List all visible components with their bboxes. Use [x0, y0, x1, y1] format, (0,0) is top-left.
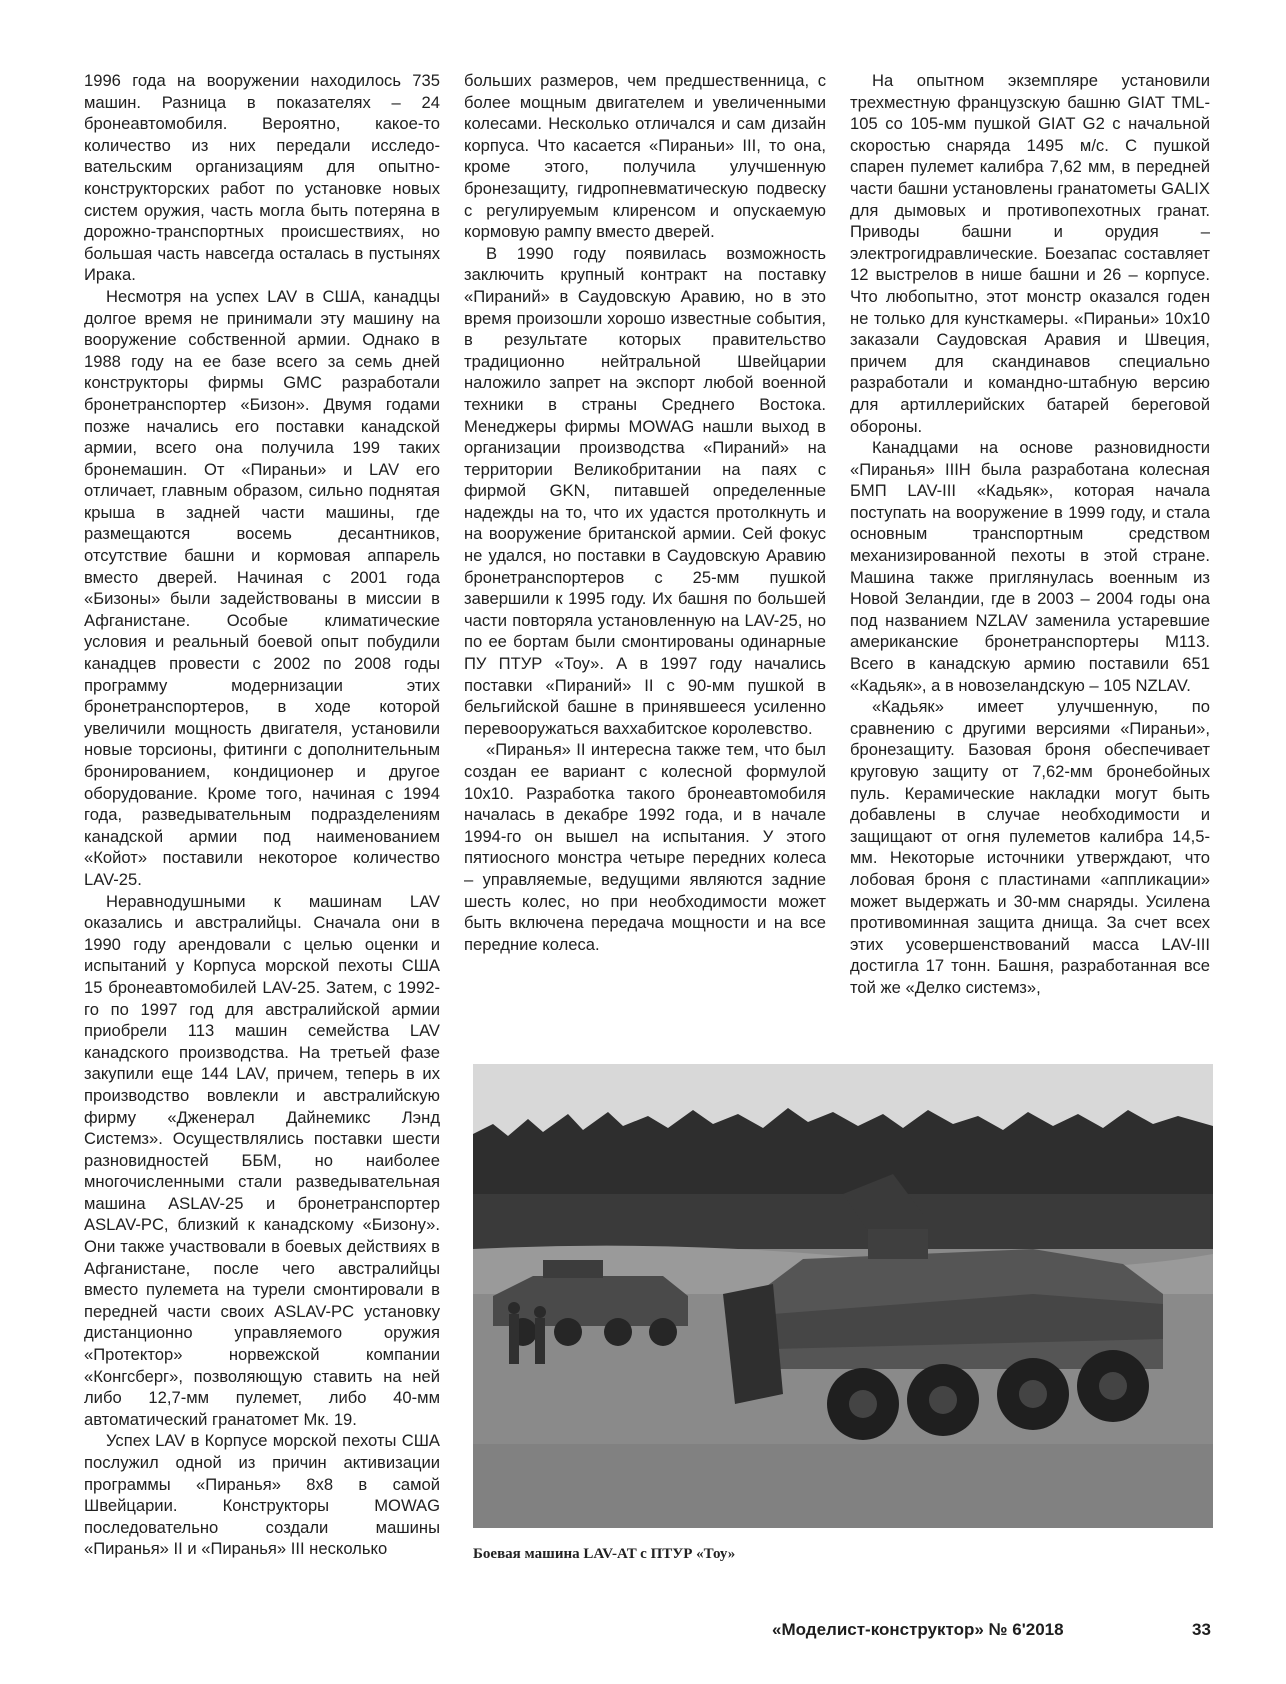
- paragraph: Канадцами на основе разновидности «Пиранья» IIIН была разработана колесная БМП LAV-III «Кадьяк», которая начала поступать на вооружение в 1999 году, и стала основным транспортным средством механизированной пехоты в этой стране. Машина также приглянулась военным из Новой Зеландии, где в 2003 – 2004 годы она под названием NZLAV заменила устаревшие американские бронетранспортеры М113. Всего в канадскую армию поставили 651 «Кадьяк», а в новозеландскую – 105 NZLAV.: [850, 438, 1210, 695]
- text-column-3: [850, 70, 1210, 999]
- figure-caption: Боевая машина LAV-AT с ПТУР «Тоу»: [473, 1546, 736, 1562]
- paragraph: «Кадьяк» имеет улучшенную, по сравнению с другими версиями «Пираньи», бронезащиту. Базовая броня обеспечивает круговую защиту от 7,62-мм бронебойных пуль. Керамические накладки могут быть добавлены в случае необходимости и защищают от огня пулеметов калибра 14,5-мм. Некоторые источники утверждают, что лобовая броня с пластинами «аппликации» может выдержать и 30-мм снаряды. Усилена противоминная защита днища. За счет всех этих усовершенствований масса LAV-III достигла 17 тонн. Башня, разработанная все той же «Делко системз»,: [850, 697, 1210, 997]
- text-column-1: [84, 70, 440, 1560]
- paragraph: Неравнодушными к машинам LAV оказались и австралийцы. Сначала они в 1990 году арендовали с целью оценки и испытаний у Корпуса морской пехоты США 15 бронеавтомобилей LAV-25. Затем, с 1992-го по 1997 год для австралийской армии приобрели 113 машин семейства LAV канадского производства. На третьей фазе закупили еще 144 LAV, причем, теперь в их производство вовлекли и австралийскую фирму «Дженерал Дайнемикс Лэнд Системз». Осуществлялись поставки шести разновидностей ББМ, но наиболее многочисленными стали разведывательная машина ASLAV-25 и бронетранспортер ASLAV-PC, близкий к канадскому «Бизону». Они также участвовали в боевых действиях в Афганистане, после чего австралийцы вместо пулемета на турели смонтировали в передней части своих ASLAV-PC установку дистанционно управляемого оружия «Протектор» норвежской компании «Конгсберг», позволяющую ставить на ней либо 12,7-мм пулемет, либо 40-мм автоматический гранатомет Мк. 19.: [84, 891, 440, 1429]
- paragraph: На опытном экземпляре установили трехместную французскую башню GIAT TML-105 со 105-мм пушкой GIAT G2 с начальной скоростью снаряда 1495 м/с. С пушкой спарен пулемет калибра 7,62 мм, в передней части башни установлены гранатометы GALIX для дымовых и противопехотных гранат. Приводы башни и орудия – электрогидравлические. Боезапас составляет 12 выстрелов в нише башни и 26 – корпусе. Что любопытно, этот монстр оказался годен не только для кунсткамеры. «Пираньи» 10х10 заказали Саудовская Аравия и Швеция, причем для скандинавов специально разработали и командно-штабную версию для артиллерийских батарей береговой обороны.: [850, 71, 1210, 436]
- photo-illustration: [473, 1064, 1213, 1528]
- page-number: 33: [1192, 1620, 1211, 1639]
- armored-vehicle-photo: [473, 1064, 1213, 1528]
- text-column-2: [464, 70, 826, 955]
- paragraph: Несмотря на успех LAV в США, канадцы долгое время не принимали эту машину на вооружение собственной армии. Однако в 1988 году на ее базе всего за семь дней конструкторы фирмы GMC разработали бронетранспортер «Бизон». Двумя годами позже начались его поставки канадской армии, всего она получила 199 таких бронемашин. От «Пираньи» и LAV его отличает, главным образом, сильно поднятая крыша в задней части машины, где размещаются восемь десантников, отсутствие башни и кормовая аппарель вместо дверей. Начиная с 2001 года «Бизоны» были задействованы в миссии в Афганистане. Особые климатические условия и реальный боевой опыт побудили канадцев провести с 2002 по 2008 годы программу модернизации этих бронетранспортеров, в ходе которой увеличили мощность двигателя, установили новые торсионы, фитинги с дополнительным бронированием, кондиционер и другое оборудование. Кроме того, начиная с 1994 года, разведывательным подразделениям канадской армии под наименованием «Койот» поставили некоторое количество LAV-25.: [84, 286, 440, 889]
- paragraph: больших размеров, чем предшественница, с более мощным двигателем и увеличенными колесами. Несколько отличался и сам дизайн корпуса. Что касается «Пираньи» III, то она, кроме этого, получила улучшенную бронезащиту, гидропневматическую подвеску с регулируемым клиренсом и опускаемую кормовую рампу вместо дверей.: [464, 71, 826, 242]
- forest-band: [473, 1194, 1213, 1254]
- paragraph: 1996 года на вооружении находилось 735 машин. Разница в показателях – 24 бронеавтомобиля. Вероятно, какое-то количество из них передали исследовательским организациям для опытно-конструкторских работ по установке новых систем оружия, часть могла быть потеряна в дорожно-транспортных происшествиях, но большая часть навсегда осталась в пустынях Ирака.: [84, 71, 440, 285]
- foreground-gravel: [473, 1444, 1213, 1528]
- paragraph: «Пиранья» II интересна также тем, что был создан ее вариант с колесной формулой 10х10. Разработка такого бронеавтомобиля началась в декабре 1992 года, и в начале 1994-го он вышел на испытания. У этого пятиосного монстра четыре передних колеса – управляемые, ведущими являются задние шесть колес, но при необходимости может быть включена передача мощности и на все передние колеса.: [464, 740, 826, 954]
- magazine-footer: «Моделист-конструктор» № 6'2018: [772, 1620, 1064, 1639]
- paragraph: В 1990 году появилась возможность заключить крупный контракт на поставку «Пираний» в Саудовскую Аравию, но в это время произошли хорошо известные события, в результате которых правительство традиционно нейтральной Швейцарии наложило запрет на экспорт любой военной техники в страны Среднего Востока. Менеджеры фирмы MOWAG нашли выход в организации производства «Пираний» на территории Великобритании на паях с фирмой GKN, питавшей определенные надежды на то, что их удастся протолкнуть и на вооружение британской армии. Сей фокус не удался, но поставки в Саудовскую Аравию бронетранспортеров с 25-мм пушкой завершили к 1995 году. Их башня по большей части повторяла установленную на LAV-25, но по ее бортам были смонтированы одинарные ПУ ПТУР «Тоу». А в 1997 году начались поставки «Пираний» II с 90-мм пушкой в бельгийской башне в принявшееся усиленно перевооружаться ваххабитское королевство.: [464, 243, 826, 738]
- paragraph: Успех LAV в Корпусе морской пехоты США послужил одной из причин активизации программы «Пиранья» 8х8 в самой Швейцарии. Конструкторы MOWAG последовательно создали машины «Пиранья» II и «Пиранья» III несколько: [84, 1431, 440, 1559]
